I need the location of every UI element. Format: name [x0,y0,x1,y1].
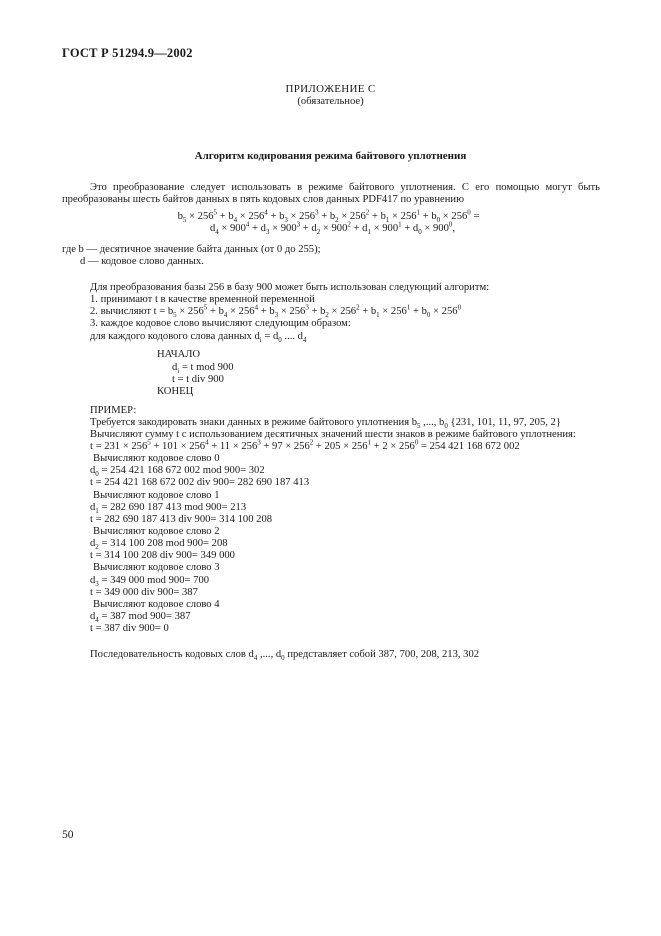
equation-line-2: $d_4 \times 900^4 + d_3 \times 900^3 + d_2 \times 900^2 + d_1 \times 900^1 + d_0 \times 900^0$, [209,220,456,237]
codeword-4-calc: $d_4 = 387$ mod 900= 387 [90,611,191,625]
intro-paragraph: Это преобразование следует использовать в режиме байтового уплотнения. С его помощью могут быть преобразованы шесть байтов данных в пять кодовых слов данных PDF417 по уравнению [62,182,600,205]
example-sum-intro: Вычисляют сумму t с использованием десятичных значений шести знаков в режиме байтового уплотнения: [90,429,576,440]
codeword-2-calc: $d_2 = 314$ 100 208 mod 900= 208 [90,538,228,552]
page-number: 50 [62,829,74,841]
codeword-2-label: Вычисляют кодовое слово 2 [93,526,220,537]
equation-line-1: $b_5 \times 256^5 + b_4 \times 256^4 + b_3 \times 256^3 + b_2 \times 256^2 + b_1 \times 256^1 + b_0 \times 256^0$ = [177,208,480,225]
where-d: d — кодовое слово данных. [80,256,204,267]
standard-code: ГОСТ Р 51294.9—2002 [62,46,193,60]
appendix-status: (обязательное) [297,96,364,107]
algorithm-step-2: 2. вычисляют $t = b_5 \times 256^5 + b_4 \times 256^4 + b_3 \times 256^3 + b_2 \times 256^2 + b_1 \times 256^1 + b_0 \times 256^0$ [90,303,462,320]
example-sum: $t = 231 \times 256^5 + 101 \times 256^4 + 11 \times 256^3 + 97 \times 256^2 + 205 \times 256^1 + 2 \times 256^0 = 254$ 421 168 672 002 [90,438,520,452]
codeword-3-calc: $d_3 = 349$ 000 mod 900= 700 [90,575,210,589]
example-task: Требуется закодировать знаки данных в режиме байтового уплотнения $b_5$ ,..., $b_0$ {231, 101, 11, 97, 205, 2} [90,417,561,431]
codeword-0-calc: $d_0 = 254$ 421 168 672 002 mod 900= 302 [90,465,265,479]
codeword-2-t: t = 314 100 208 div 900= 349 000 [90,550,235,561]
pseudocode-begin: НАЧАЛО [157,349,201,360]
codeword-4-t: t = 387 div 900= 0 [90,623,169,634]
codeword-3-t: t = 349 000 div 900= 387 [90,587,198,598]
pseudocode-op-1: $d_i = t$ mod 900 [172,362,234,376]
algorithm-step-3: 3. каждое кодовое слово вычисляют следующим образом: [90,318,351,329]
pseudocode-op-2: t = t div 900 [172,374,224,385]
where-b: где b — десятичное значение байта данных (от 0 до 255); [62,244,321,255]
algorithm-intro: Для преобразования базы 256 в базу 900 может быть использован следующий алгоритм: [90,282,490,293]
codeword-3-label: Вычисляют кодовое слово 3 [93,562,220,573]
codeword-1-calc: $d_1 = 282$ 690 187 413 mod 900= 213 [90,502,247,516]
example-result: Последовательность кодовых слов $d_4$ ,..., $d_0$ представляет собой 387, 700, 208, 213, 302 [90,649,480,663]
algorithm-step-1: 1. принимают t в качестве временной переменной [90,294,315,305]
codeword-1-t: t = 282 690 187 413 div 900= 314 100 208 [90,514,273,525]
appendix-label: ПРИЛОЖЕНИЕ С [285,83,376,95]
codeword-4-label: Вычисляют кодовое слово 4 [93,599,220,610]
algorithm-step-3-loop: для каждого кодового слова данных $d_i = d_0$ .... $d_4$ [90,331,307,345]
pseudocode-end: КОНЕЦ [157,386,194,397]
codeword-0-t: t = 254 421 168 672 002 div 900= 282 690 187 413 [90,477,310,488]
codeword-1-label: Вычисляют кодовое слово 1 [93,490,220,501]
section-title: Алгоритм кодирования режима байтового уплотнения [194,150,467,162]
example-label: ПРИМЕР: [90,405,137,416]
codeword-0-label: Вычисляют кодовое слово 0 [93,453,220,464]
